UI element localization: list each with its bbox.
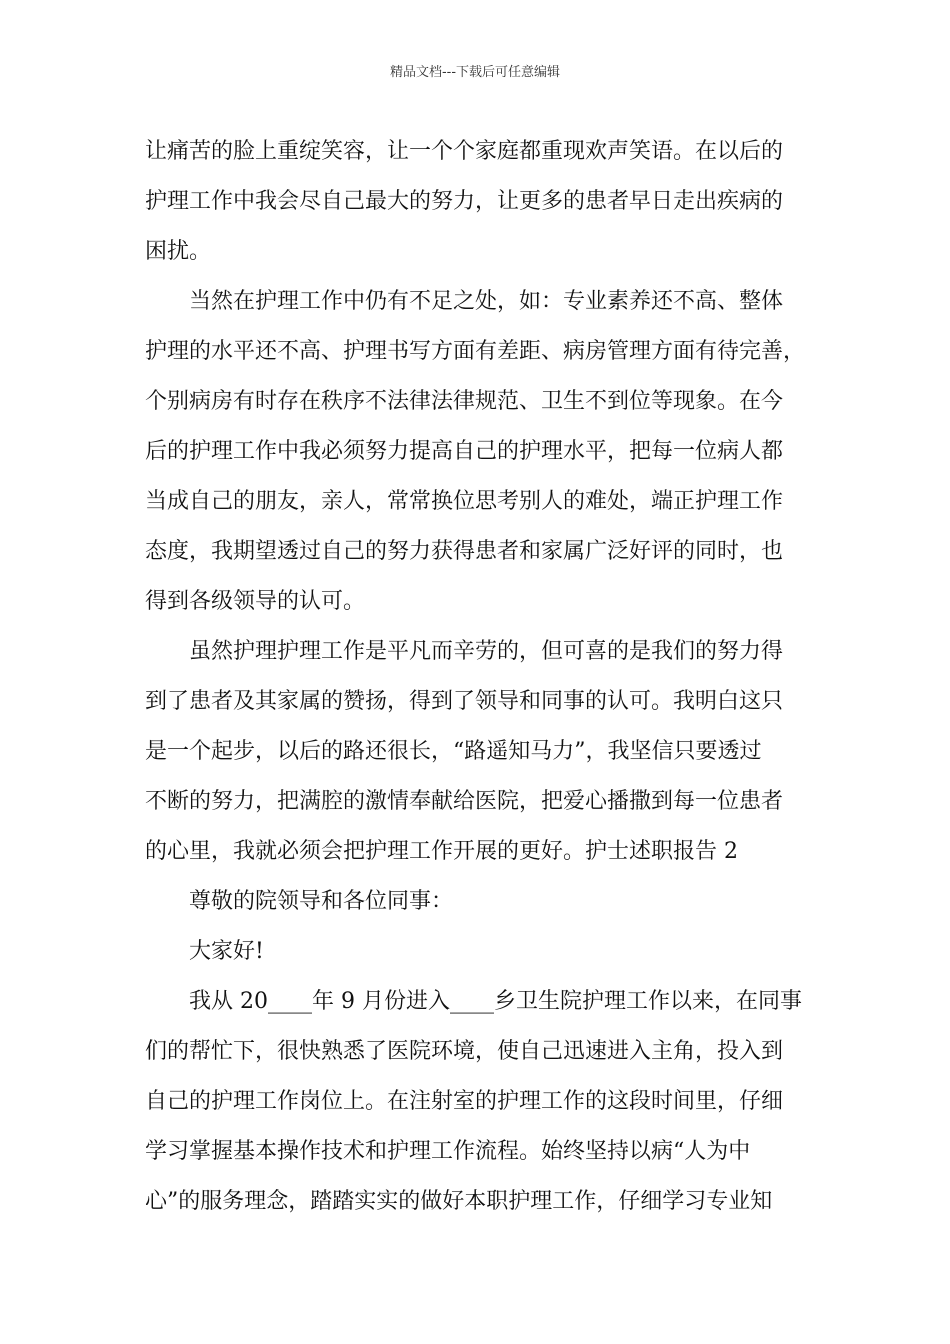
text-line: 当成自己的朋友，亲人，常常换位思考别人的难处，端正护理工作 (145, 489, 784, 514)
paragraph-start-line: 虽然护理护理工作是平凡而辛劳的，但可喜的是我们的努力得 (189, 639, 784, 664)
text-line: 后的护理工作中我必须努力提高自己的护理水平，把每一位病人都 (145, 439, 784, 464)
text-line: 让痛苦的脸上重绽笑容，让一个个家庭都重现欢声笑语。在以后的 (145, 139, 784, 164)
text-line: 是一个起步，以后的路还很长，“路遥知马力”，我坚信只要透过 (145, 739, 762, 764)
text-line: 得到各级领导的认可。 (145, 589, 366, 614)
text-line: 自己的护理工作岗位上。在注射室的护理工作的这段时间里，仔细 (145, 1089, 784, 1114)
salutation-line: 尊敬的院领导和各位同事： (189, 889, 454, 914)
page-header: 精品文档---下载后可任意编辑 (389, 65, 561, 80)
text-line: 态度，我期望透过自己的努力获得患者和家属广泛好评的同时，也 (145, 539, 784, 564)
text-line: 们的帮忙下，很快熟悉了医院环境，使自己迅速进入主角，投入到 (145, 1039, 784, 1064)
text-line: 护理工作中我会尽自己最大的努力，让更多的患者早日走出疾病的 (145, 189, 784, 214)
text-line: 的心里，我就必须会把护理工作开展的更好。护士述职报告 2 (145, 839, 738, 864)
text-line: 学习掌握基本操作技术和护理工作流程。始终坚持以病“人为中 (145, 1139, 751, 1164)
text-line: 到了患者及其家属的赞扬，得到了领导和同事的认可。我明白这只 (145, 689, 784, 714)
text-line: 困扰。 (145, 239, 212, 264)
paragraph-start-line: 我从 20____年 9 月份进入____乡卫生院护理工作以来，在同事 (189, 989, 802, 1014)
text-line: 不断的努力，把满腔的激情奉献给医院，把爱心播撒到每一位患者 (145, 789, 784, 814)
text-line: 护理的水平还不高、护理书写方面有差距、病房管理方面有待完善， (145, 339, 805, 364)
document-body (145, 132, 805, 1232)
text-line: 个别病房有时存在秩序不法律法律规范、卫生不到位等现象。在今 (145, 389, 784, 414)
text-line: 心”的服务理念，踏踏实实的做好本职护理工作，仔细学习专业知 (145, 1189, 773, 1214)
paragraph-start-line: 当然在护理工作中仍有不足之处，如：专业素养还不高、整体 (189, 289, 784, 314)
greeting-line: 大家好! (189, 939, 264, 964)
